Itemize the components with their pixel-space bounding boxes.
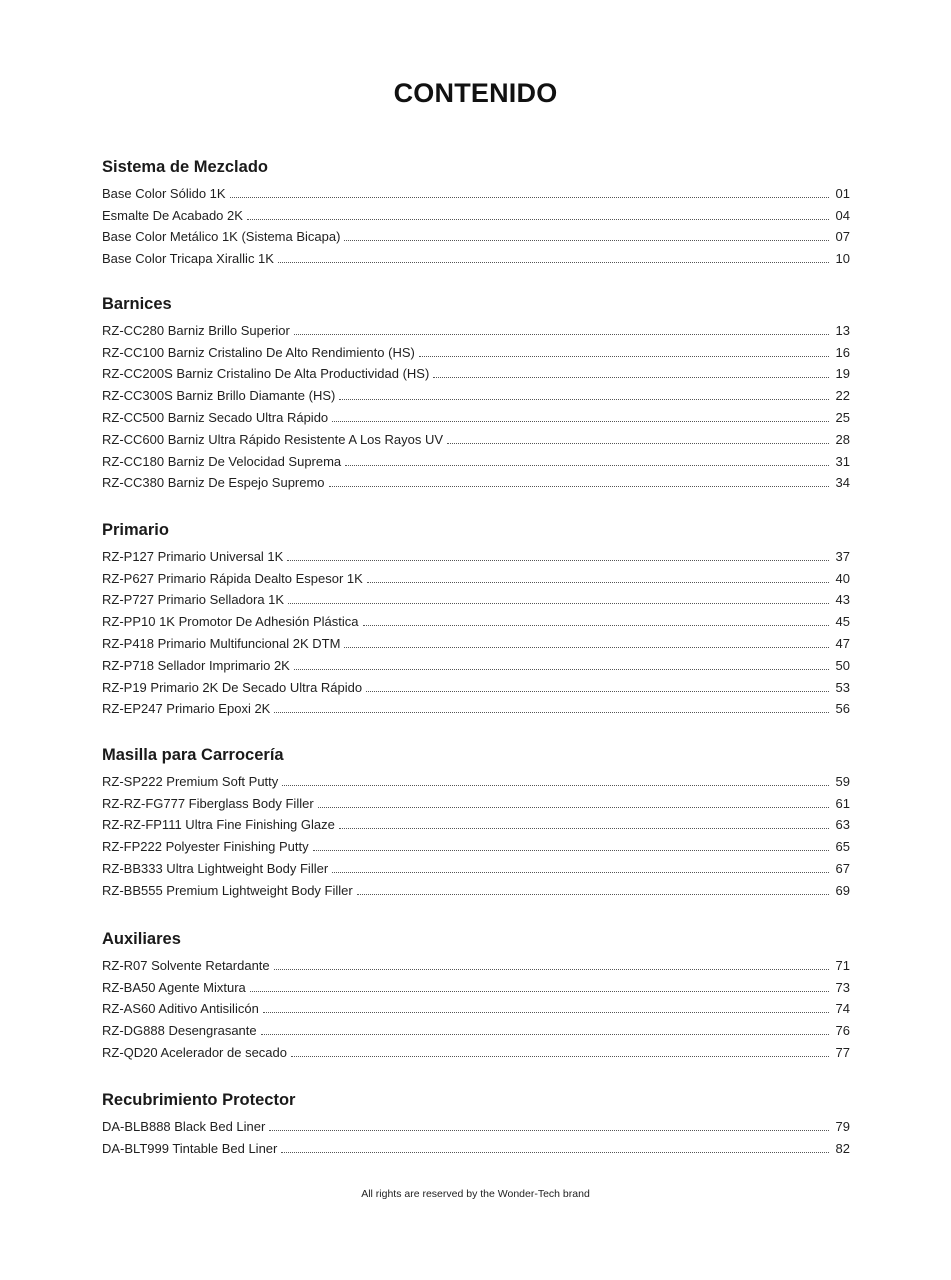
toc-page-number: 16 xyxy=(835,344,850,360)
toc-entry-label: RZ-P727 Primario Selladora 1K xyxy=(102,592,285,608)
section-mixing-system xyxy=(102,156,850,267)
toc-entry-label: RZ-PP10 1K Promotor De Adhesión Plástica xyxy=(102,614,359,630)
toc-entry[interactable] xyxy=(102,202,850,224)
dot-leader xyxy=(363,625,829,626)
toc-entry[interactable] xyxy=(102,404,850,426)
dot-leader xyxy=(339,828,829,829)
toc-page-number: 63 xyxy=(835,817,850,833)
toc-entry-label: RZ-RZ-FP111 Ultra Fine Finishing Glaze xyxy=(102,817,335,833)
toc-page-number: 40 xyxy=(835,570,850,586)
toc-page-number: 25 xyxy=(835,409,850,425)
toc-entry-label: RZ-DG888 Desengrasante xyxy=(102,1023,257,1039)
dot-leader xyxy=(366,691,829,692)
dot-leader xyxy=(419,356,829,357)
toc-entry[interactable] xyxy=(102,245,850,267)
toc-page-number: 76 xyxy=(835,1023,850,1039)
dot-leader xyxy=(294,669,829,670)
toc-entry-label: RZ-CC100 Barniz Cristalino De Alto Rendimiento (HS) xyxy=(102,344,415,360)
section-auxiliaries xyxy=(102,928,850,1061)
dot-leader xyxy=(344,240,829,241)
toc-entry[interactable] xyxy=(102,1113,850,1135)
toc-entry[interactable] xyxy=(102,674,850,696)
toc-entry-label: RZ-P718 Sellador Imprimario 2K xyxy=(102,657,290,673)
toc-entry-label: Base Color Sólido 1K xyxy=(102,185,226,201)
toc-entry-label: DA-BLT999 Tintable Bed Liner xyxy=(102,1140,278,1156)
toc-entry-label: RZ-FP222 Polyester Finishing Putty xyxy=(102,839,309,855)
dot-leader xyxy=(447,443,829,444)
toc-page-number: 67 xyxy=(835,860,850,876)
dot-leader xyxy=(274,969,829,970)
toc-entry[interactable] xyxy=(102,833,850,855)
toc-page-number: 74 xyxy=(835,1001,850,1017)
dot-leader xyxy=(291,1056,829,1057)
toc-page-number: 47 xyxy=(835,635,850,651)
toc-entry-label: RZ-RZ-FG777 Fiberglass Body Filler xyxy=(102,795,314,811)
toc-entry-label: RZ-R07 Solvente Retardante xyxy=(102,957,270,973)
toc-entry-label: RZ-P418 Primario Multifuncional 2K DTM xyxy=(102,635,341,651)
dot-leader xyxy=(282,785,829,786)
section-heading: Primario xyxy=(102,521,169,539)
toc-entry[interactable] xyxy=(102,470,850,492)
dot-leader xyxy=(263,1012,829,1013)
toc-entry-label: RZ-P127 Primario Universal 1K xyxy=(102,548,284,564)
toc-entry[interactable] xyxy=(102,652,850,674)
toc-entry[interactable] xyxy=(102,587,850,609)
toc-entry-label: RZ-QD20 Acelerador de secado xyxy=(102,1044,287,1060)
dot-leader xyxy=(357,894,829,895)
dot-leader xyxy=(367,582,829,583)
section-protective-coating xyxy=(102,1089,850,1157)
section-clearcoats xyxy=(102,293,850,491)
toc-entry[interactable] xyxy=(102,339,850,361)
toc-entry[interactable] xyxy=(102,952,850,974)
toc-entry-label: Base Color Tricapa Xirallic 1K xyxy=(102,251,274,267)
toc-page-number: 37 xyxy=(835,548,850,564)
toc-entry[interactable] xyxy=(102,1135,850,1157)
toc-entry[interactable] xyxy=(102,1039,850,1061)
dot-leader xyxy=(274,712,829,713)
section-primers xyxy=(102,519,850,717)
toc-page-number: 07 xyxy=(835,229,850,245)
toc-entry-label: RZ-SP222 Premium Soft Putty xyxy=(102,773,279,789)
toc-entry[interactable] xyxy=(102,543,850,565)
toc-page-number: 22 xyxy=(835,388,850,404)
toc-entry-label: RZ-BB555 Premium Lightweight Body Filler xyxy=(102,882,353,898)
dot-leader xyxy=(288,603,829,604)
toc-page-number: 82 xyxy=(835,1140,850,1156)
toc-entry[interactable] xyxy=(102,974,850,996)
toc-page-number: 13 xyxy=(835,322,850,338)
dot-leader xyxy=(269,1130,829,1131)
toc-entry[interactable] xyxy=(102,812,850,834)
toc-entry-label: RZ-CC500 Barniz Secado Ultra Rápido xyxy=(102,409,329,425)
toc-entry[interactable] xyxy=(102,1017,850,1039)
section-body-putty xyxy=(102,744,850,899)
toc-page-number: 53 xyxy=(835,679,850,695)
toc-page-number: 61 xyxy=(835,795,850,811)
dot-leader xyxy=(278,262,829,263)
dot-leader xyxy=(294,334,829,335)
toc-page-number: 73 xyxy=(835,979,850,995)
toc-page-number: 10 xyxy=(835,251,850,267)
toc-page-number: 71 xyxy=(835,957,850,973)
toc-page-number: 59 xyxy=(835,773,850,789)
toc-entry-label: RZ-CC180 Barniz De Velocidad Suprema xyxy=(102,453,342,469)
copyright-footer: All rights are reserved by the Wonder-Tech brand xyxy=(361,1188,590,1200)
toc-entry-label: RZ-CC600 Barniz Ultra Rápido Resistente A Los Rayos UV xyxy=(102,431,444,447)
toc-page-number: 69 xyxy=(835,882,850,898)
toc-page-number: 45 xyxy=(835,614,850,630)
toc-entry[interactable] xyxy=(102,224,850,246)
dot-leader xyxy=(287,560,829,561)
dot-leader xyxy=(433,377,829,378)
toc-entry[interactable] xyxy=(102,855,850,877)
toc-entry[interactable] xyxy=(102,317,850,339)
toc-page-number: 04 xyxy=(835,207,850,223)
toc-entry[interactable] xyxy=(102,608,850,630)
toc-page-number: 19 xyxy=(835,366,850,382)
dot-leader xyxy=(261,1034,829,1035)
toc-entry[interactable] xyxy=(102,630,850,652)
toc-entry-label: RZ-CC380 Barniz De Espejo Supremo xyxy=(102,475,325,491)
section-heading: Masilla para Carrocería xyxy=(102,746,284,764)
toc-entry[interactable] xyxy=(102,790,850,812)
dot-leader xyxy=(345,465,829,466)
toc-entry-label: RZ-P627 Primario Rápida Dealto Espesor 1K xyxy=(102,570,363,586)
section-heading: Barnices xyxy=(102,295,172,313)
dot-leader xyxy=(250,991,829,992)
toc-entry[interactable] xyxy=(102,877,850,899)
toc-entry-label: RZ-P19 Primario 2K De Secado Ultra Rápido xyxy=(102,679,363,695)
dot-leader xyxy=(344,647,829,648)
toc-entry[interactable] xyxy=(102,768,850,790)
section-heading: Recubrimiento Protector xyxy=(102,1091,296,1109)
dot-leader xyxy=(339,399,829,400)
toc-entry[interactable] xyxy=(102,426,850,448)
dot-leader xyxy=(332,872,829,873)
toc-entry[interactable] xyxy=(102,565,850,587)
toc-entry-label: Base Color Metálico 1K (Sistema Bicapa) xyxy=(102,229,341,245)
dot-leader xyxy=(313,850,829,851)
toc-entry[interactable] xyxy=(102,361,850,383)
page-title: CONTENIDO xyxy=(393,78,558,108)
toc-entry[interactable] xyxy=(102,382,850,404)
toc-page-number: 31 xyxy=(835,453,850,469)
toc-entry-label: RZ-CC280 Barniz Brillo Superior xyxy=(102,322,290,338)
section-heading: Sistema de Mezclado xyxy=(102,158,268,176)
toc-entry[interactable] xyxy=(102,996,850,1018)
toc-page-number: 28 xyxy=(835,431,850,447)
toc-entry-label: RZ-BB333 Ultra Lightweight Body Filler xyxy=(102,860,329,876)
toc-page-number: 34 xyxy=(835,475,850,491)
dot-leader xyxy=(281,1152,829,1153)
toc-page-number: 77 xyxy=(835,1044,850,1060)
dot-leader xyxy=(247,219,829,220)
toc-page-number: 65 xyxy=(835,839,850,855)
toc-entry[interactable] xyxy=(102,180,850,202)
toc-entry-label: RZ-CC300S Barniz Brillo Diamante (HS) xyxy=(102,388,336,404)
dot-leader xyxy=(329,486,829,487)
toc-entry-label: RZ-BA50 Agente Mixtura xyxy=(102,979,246,995)
toc-entry-label: Esmalte De Acabado 2K xyxy=(102,207,243,223)
toc-page-number: 79 xyxy=(835,1118,850,1134)
toc-entry-label: RZ-AS60 Aditivo Antisilicón xyxy=(102,1001,259,1017)
toc-entry[interactable] xyxy=(102,696,850,718)
toc-entry-label: DA-BLB888 Black Bed Liner xyxy=(102,1118,266,1134)
section-heading: Auxiliares xyxy=(102,930,181,948)
toc-page-number: 43 xyxy=(835,592,850,608)
toc-page-number: 01 xyxy=(835,185,850,201)
toc-page-number: 50 xyxy=(835,657,850,673)
dot-leader xyxy=(332,421,829,422)
dot-leader xyxy=(230,197,829,198)
toc-entry[interactable] xyxy=(102,448,850,470)
toc-entry-label: RZ-CC200S Barniz Cristalino De Alta Productividad (HS) xyxy=(102,366,430,382)
toc-entry-label: RZ-EP247 Primario Epoxi 2K xyxy=(102,701,271,717)
toc-page-number: 56 xyxy=(835,701,850,717)
dot-leader xyxy=(318,807,829,808)
